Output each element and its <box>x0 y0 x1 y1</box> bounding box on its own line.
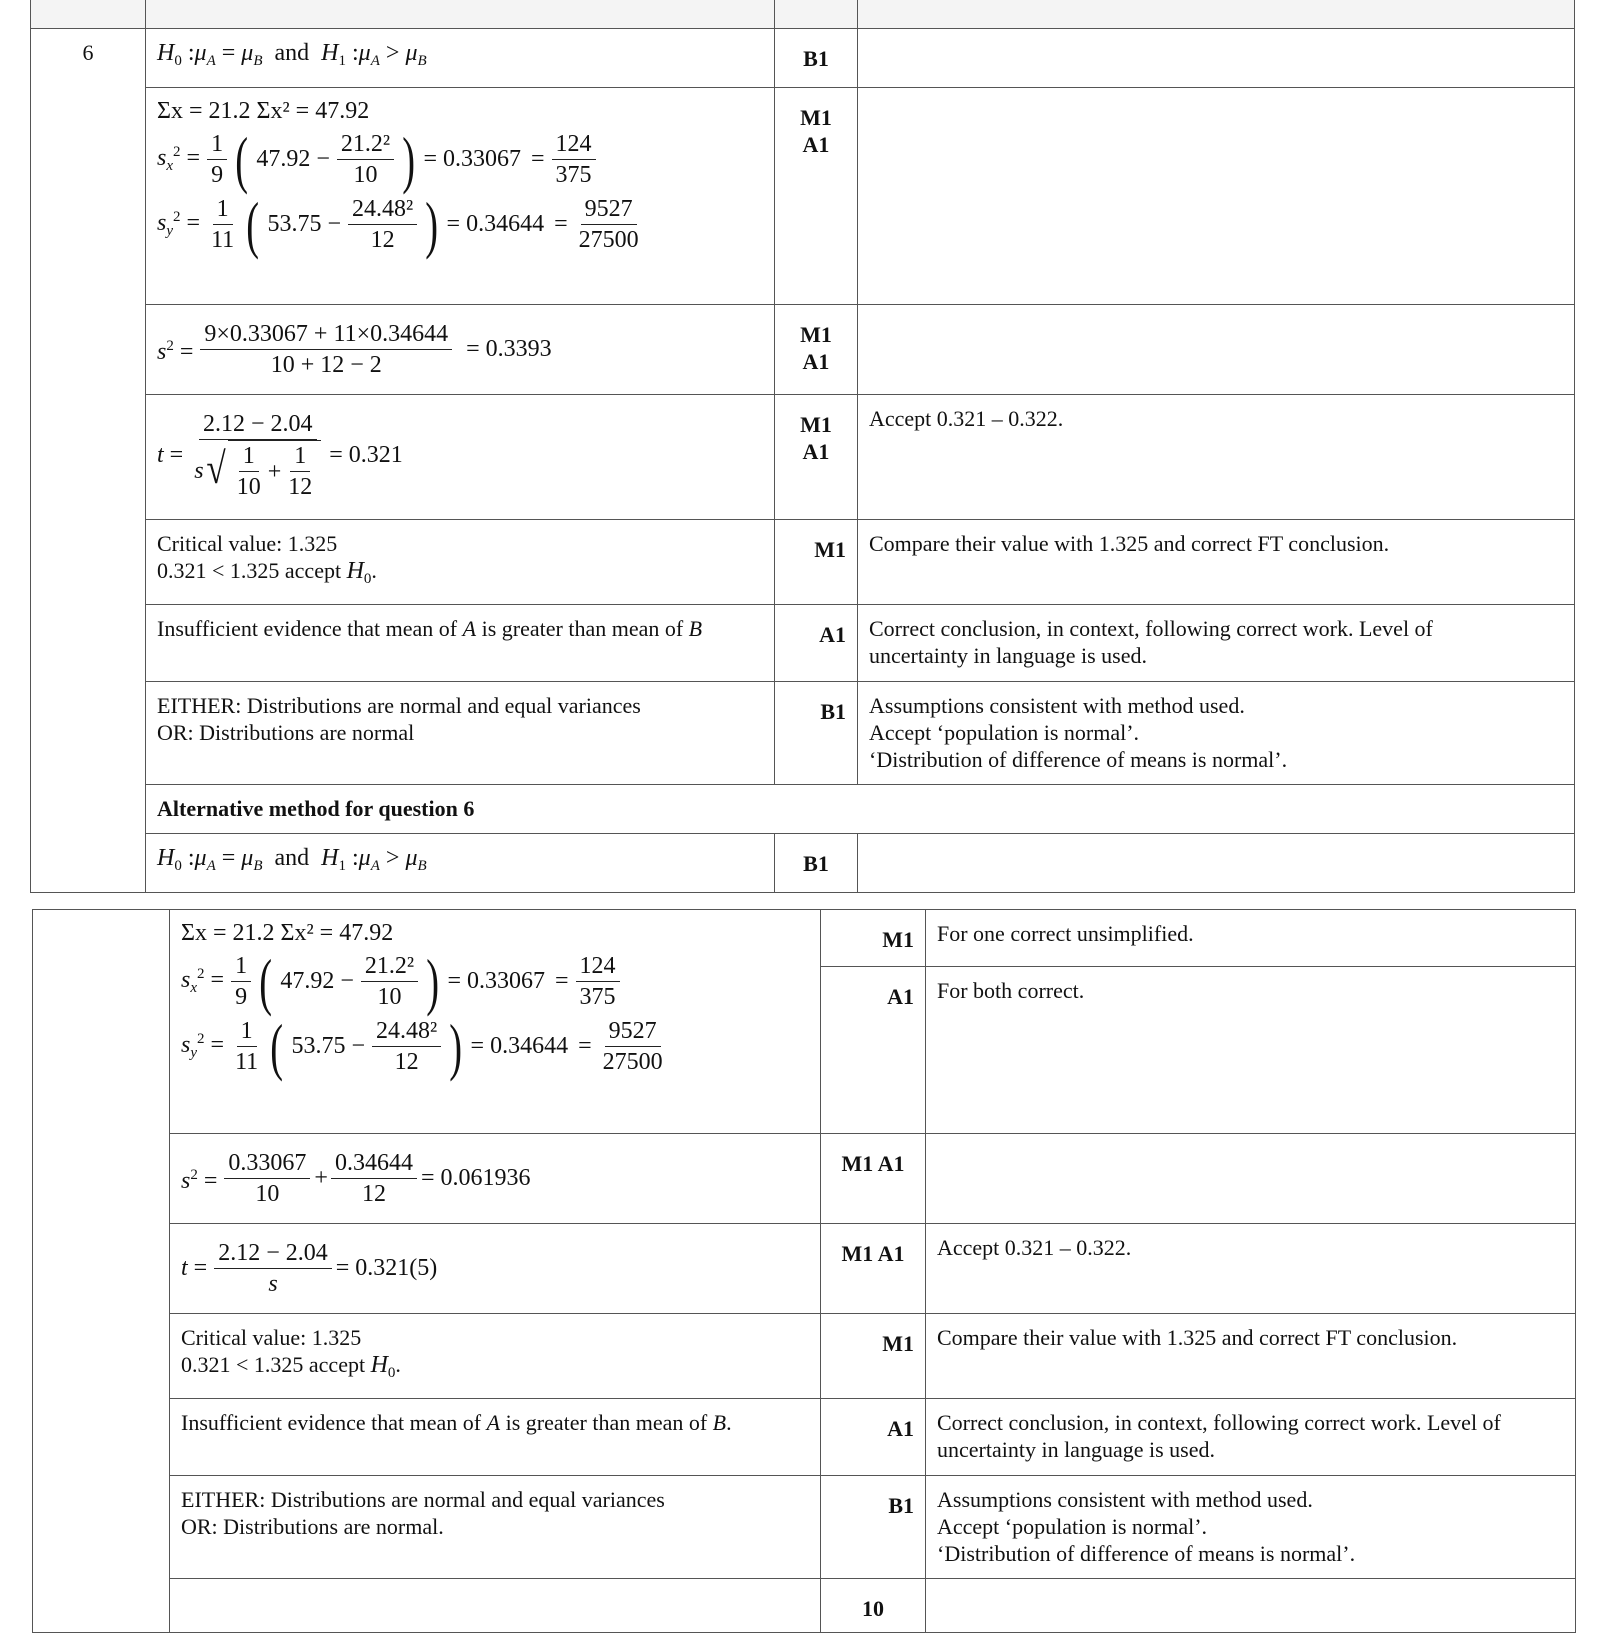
mark-m1: M1 <box>821 1314 926 1399</box>
alternative-method-heading: Alternative method for question 6 <box>146 785 1575 834</box>
mark-b1: B1 <box>821 1476 926 1579</box>
row-alt-hypotheses <box>31 834 1575 893</box>
mark-a1: A1 <box>821 967 926 1134</box>
conclusion: Insufficient evidence that mean of A is greater than mean of B <box>146 605 775 682</box>
guidance-conclusion: Correct conclusion, in context, following correct work. Level of uncertainty in language is used. <box>858 605 1575 682</box>
row-t-statistic <box>31 395 1575 520</box>
alt-critical-value: Critical value: 1.325 0.321 < 1.325 accept $H_0$. <box>170 1314 821 1399</box>
mark-m1a1: M1 A1 <box>821 1224 926 1314</box>
guidance-one-correct: For one correct unsimplified. <box>926 910 1576 967</box>
mark-b1: B1 <box>775 834 858 893</box>
row-alt-conclusion <box>33 1399 1576 1476</box>
row-total <box>33 1579 1576 1633</box>
alt-conclusion: Insufficient evidence that mean of A is greater than mean of B. <box>170 1399 821 1476</box>
mark-m1: M1 <box>775 520 858 605</box>
alt-hypotheses: $H_0$ $:\mu_A = \mu_B$ and $H_1$ $:\mu_A > \mu_B$ <box>146 834 775 893</box>
row-hypotheses <box>31 29 1575 88</box>
guidance-conclusion: Correct conclusion, in context, following correct work. Level of uncertainty in language is used. <box>926 1399 1576 1476</box>
row-alt-sums <box>33 910 1576 967</box>
guidance-assumptions: Assumptions consistent with method used. Accept ‘population is normal’. ‘Distribution of difference of means is normal’. <box>926 1476 1576 1579</box>
guidance-assumptions: Assumptions consistent with method used. Accept ‘population is normal’. ‘Distribution of difference of means is normal’. <box>858 682 1575 785</box>
row-pooled <box>31 305 1575 395</box>
sample-variances: Σx = 21.2 Σx² = 47.92 $s_x^2$ = $\frac{1}{9}$ ( 47.92 − $\frac{\text{21.2²}}{10}$ ) = 0.33067 = $\frac{124}{375}$ $s_y^2$ = $\frac{1}{11}$ ( 53.75 − $\frac{\text{24.48²}}{12}$ ) = 0.34644 = $\frac{9527}{27500}$ <box>146 88 775 305</box>
mark-b1: B1 <box>775 682 858 785</box>
table-top-edge <box>31 0 1575 29</box>
mark-m1a1: M1 A1 <box>775 88 858 305</box>
mark-b1: B1 <box>775 29 858 88</box>
t-statistic: t = 2.12 − 2.04 s √ $\frac{1}{10}$ + $\frac{1}{12}$ = 0.321 <box>146 395 775 520</box>
row-conclusion <box>31 605 1575 682</box>
mark-a1: A1 <box>821 1399 926 1476</box>
pooled-variance: $s^2$ = $\frac{9\times 0.33067 + 11\times 0.34644}{10 + 12 - 2}$ = 0.3393 <box>146 305 775 395</box>
row-alt-t <box>33 1224 1576 1314</box>
row-critical <box>31 520 1575 605</box>
total-marks: 10 <box>821 1579 926 1633</box>
guidance-compare: Compare their value with 1.325 and correct FT conclusion. <box>926 1314 1576 1399</box>
row-alt-heading <box>31 785 1575 834</box>
alt-sample-variances: Σx = 21.2 Σx² = 47.92 $s_x^2$ = $\frac{1}{9}$ ( 47.92 − $\frac{\text{21.2²}}{10}$ ) = 0.33067 = $\frac{124}{375}$ $s_y^2$ = $\frac{1}{11}$ ( 53.75 − $\frac{\text{24.48²}}{12}$ ) = 0.34644 = $\frac{9527}{27500}$ <box>170 910 821 1134</box>
hypotheses: $H_0$ $:\mu_A = \mu_B$ and $H_1$ $:\mu_A > \mu_B$ <box>146 29 775 88</box>
mark-m1: M1 <box>821 910 926 967</box>
row-variances <box>31 88 1575 305</box>
guidance-compare: Compare their value with 1.325 and correct FT conclusion. <box>858 520 1575 605</box>
row-alt-assumptions <box>33 1476 1576 1579</box>
alt-combined-variance: $s^2$ = $\frac{0.33067}{10}$ + $\frac{0.34644}{12}$ = 0.061936 <box>170 1134 821 1224</box>
guidance-accept: Accept 0.321 – 0.322. <box>858 395 1575 520</box>
guidance-empty <box>858 29 1575 88</box>
sy-equation: $s_y^2$ = $\frac{1}{11}$ ( 53.75 − $\frac{\text{24.48²}}{12}$ ) = 0.34644 = $\frac{9527}{27500}$ <box>157 188 639 260</box>
guidance-both-correct: For both correct. <box>926 967 1576 1134</box>
question-column-empty <box>33 910 170 1633</box>
guidance-accept: Accept 0.321 – 0.322. <box>926 1224 1576 1314</box>
assumptions: EITHER: Distributions are normal and equal variances OR: Distributions are normal <box>146 682 775 785</box>
mark-m1a1: M1 A1 <box>775 395 858 520</box>
mark-scheme-table-2 <box>32 909 1576 1633</box>
question-number: 6 <box>31 29 146 893</box>
row-alt-variance <box>33 1134 1576 1224</box>
sx-equation: $s_x^2$ = $\frac{1}{9}$ ( 47.92 − $\frac{\text{21.2²}}{10}$ ) = 0.33067 = $\frac{124}{375}$ <box>157 129 763 190</box>
alt-assumptions: EITHER: Distributions are normal and equal variances OR: Distributions are normal. <box>170 1476 821 1579</box>
alt-t-statistic: t = $\frac{2.12 - 2.04}{s}$ = 0.321(5) <box>170 1224 821 1314</box>
mark-m1a1: M1 A1 <box>775 305 858 395</box>
row-assumptions <box>31 682 1575 785</box>
critical-value: Critical value: 1.325 0.321 < 1.325 accept $H_0$. <box>146 520 775 605</box>
mark-a1: A1 <box>775 605 858 682</box>
mark-scheme-table-1 <box>30 0 1575 893</box>
row-alt-critical <box>33 1314 1576 1399</box>
mark-m1a1: M1 A1 <box>821 1134 926 1224</box>
